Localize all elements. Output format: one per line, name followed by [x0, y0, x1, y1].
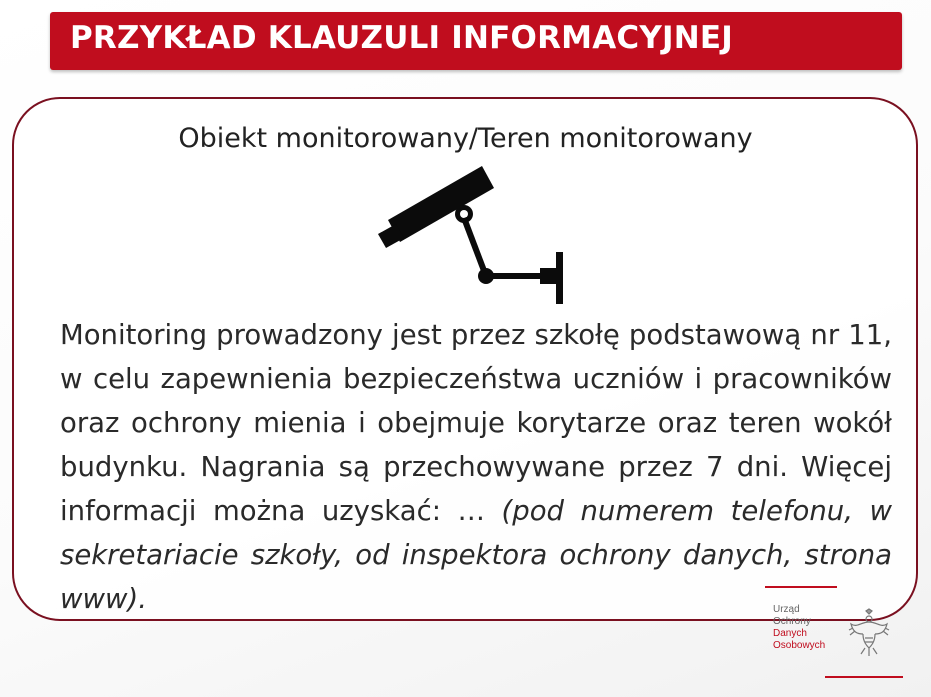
polish-eagle-icon	[847, 608, 891, 658]
notice-heading: Obiekt monitorowany/Teren monitorowany	[178, 123, 753, 154]
notice-body-main: Monitoring prowadzony jest przez szkołę podstawową nr 11, w celu zapewnienia bezpieczeństwa uczniów i pracowników oraz ochrony mienia i obejmuje korytarze oraz teren wokół budynku. Nagrania są przechowywane przez 7 dni. Więcej informacji można uzyskać: …	[60, 319, 892, 527]
logo-line-1: Urząd	[773, 604, 800, 615]
logo-divider-bottom	[825, 676, 903, 678]
logo-text	[773, 604, 825, 652]
notice-body-contact: (pod numerem telefonu, w sekretariacie szkoły, od inspektora ochrony danych, strona www).	[60, 495, 892, 615]
logo-line-2: Ochrony	[773, 616, 811, 627]
notice-body	[60, 313, 892, 621]
uodo-logo	[765, 586, 905, 678]
page-title: PRZYKŁAD KLAUZULI INFORMACYJNEJ	[70, 20, 733, 56]
cctv-camera-icon	[370, 158, 580, 308]
logo-line-3: Danych	[773, 628, 807, 639]
logo-divider-top	[765, 586, 837, 588]
logo-line-4: Osobowych	[773, 640, 826, 651]
title-banner	[50, 12, 902, 70]
